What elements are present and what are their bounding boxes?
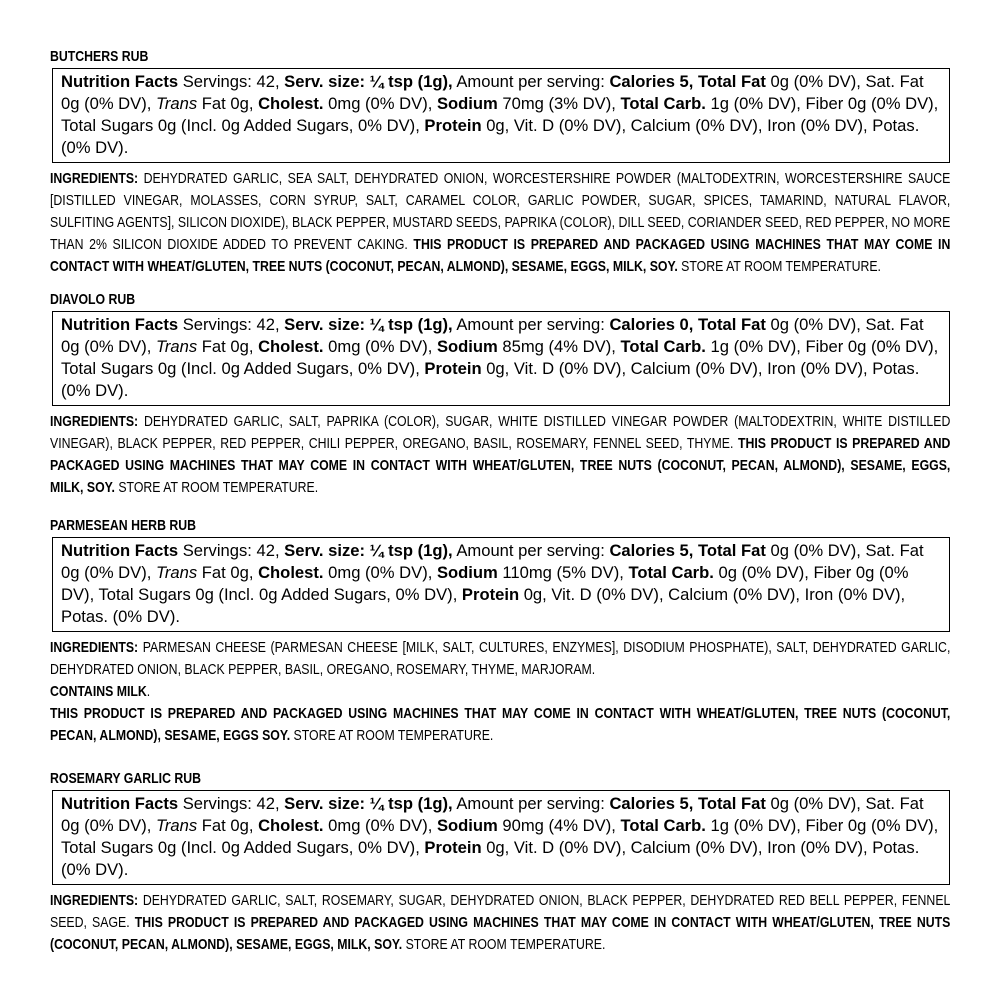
ingredients-paragraph xyxy=(50,637,950,681)
total-carb-label: Total Carb. xyxy=(628,563,714,582)
ingredients-block xyxy=(50,890,950,956)
nutrition-facts-heading: Nutrition Facts xyxy=(61,794,179,813)
protein-values: 0g, Vit. D (0% DV), Calcium (0% DV), Iron (0% DV), Potas. (0% DV). xyxy=(61,116,920,157)
carb-values: 1g (0% DV), Fiber 0g (0% DV), Total Sugars 0g (Incl. 0g Added Sugars, 0% DV), xyxy=(61,337,939,378)
contains-milk-label: CONTAINS MILK xyxy=(50,683,147,700)
nutrition-facts-box xyxy=(52,790,950,885)
storage-instructions: STORE AT ROOM TEMPERATURE. xyxy=(402,936,606,953)
trans-label: Trans xyxy=(156,816,198,835)
fat-values: 0g (0% DV), Sat. Fat 0g (0% DV), xyxy=(61,72,924,113)
sodium-value: 70mg (3% DV), xyxy=(497,94,621,113)
trans-fat-value: Fat 0g, xyxy=(197,337,259,356)
protein-values: 0g, Vit. D (0% DV), Calcium (0% DV), Iron (0% DV), Potas. (0% DV). xyxy=(61,359,920,400)
cholesterol-label: Cholest. xyxy=(258,563,324,582)
calories-total-fat-label: Calories 5, Total Fat xyxy=(609,72,766,91)
product-section-rosemary-garlic-rub xyxy=(50,770,950,956)
servings-text: Servings: 42, xyxy=(178,315,285,334)
storage-instructions: STORE AT ROOM TEMPERATURE. xyxy=(677,258,881,275)
cholesterol-value: 0mg (0% DV), xyxy=(323,563,437,582)
ingredients-label: INGREDIENTS: xyxy=(50,892,139,909)
protein-values: 0g, Vit. D (0% DV), Calcium (0% DV), Iron (0% DV), Potas. (0% DV). xyxy=(61,585,906,626)
sodium-value: 110mg (5% DV), xyxy=(497,563,629,582)
trans-label: Trans xyxy=(156,94,198,113)
ingredients-block xyxy=(50,411,950,499)
trans-label: Trans xyxy=(156,563,198,582)
trans-label: Trans xyxy=(156,337,198,356)
allergen-warning: THIS PRODUCT IS PREPARED AND PACKAGED USING MACHINES THAT MAY COME IN CONTACT WITH WHEAT/GLUTEN, TREE NUTS (COCONUT, PECAN, ALMOND), SESAME, EGGS, MILK, SOY. xyxy=(50,236,951,275)
sodium-value: 85mg (4% DV), xyxy=(497,337,621,356)
servings-text: Servings: 42, xyxy=(178,72,285,91)
product-title: DIAVOLO RUB xyxy=(50,291,136,308)
allergen-warning: THIS PRODUCT IS PREPARED AND PACKAGED USING MACHINES THAT MAY COME IN CONTACT WITH WHEAT/GLUTEN, TREE NUTS (COCONUT, PECAN, ALMOND), SESAME, EGGS, MILK, SOY. xyxy=(50,914,951,953)
protein-label: Protein xyxy=(424,116,482,135)
calories-total-fat-label: Calories 5, Total Fat xyxy=(609,794,766,813)
cholesterol-value: 0mg (0% DV), xyxy=(323,816,437,835)
sodium-label: Sodium xyxy=(436,94,498,113)
total-carb-label: Total Carb. xyxy=(620,816,706,835)
product-title: BUTCHERS RUB xyxy=(50,48,149,65)
ingredients-list: DEHYDRATED GARLIC, SALT, PAPRIKA (COLOR), SUGAR, WHITE DISTILLED VINEGAR POWDER (MALTODEXTRIN, WHITE DISTILLED VINEGAR), BLACK PEPPER, RED PEPPER, CHILI PEPPER, OREGANO, BASIL, ROSEMARY, FENNEL SEED, THYME. xyxy=(50,413,951,452)
serving-size-label: Serv. size: ¼ tsp (1g), xyxy=(284,541,453,560)
storage-instructions: STORE AT ROOM TEMPERATURE. xyxy=(290,727,494,744)
calories-total-fat-label: Calories 0, Total Fat xyxy=(609,315,766,334)
ingredients-paragraph xyxy=(50,411,950,499)
serving-size-label: Serv. size: ¼ tsp (1g), xyxy=(284,794,453,813)
trans-fat-value: Fat 0g, xyxy=(197,563,259,582)
product-section-diavolo-rub xyxy=(50,291,950,499)
ingredients-label: INGREDIENTS: xyxy=(50,170,139,187)
product-title: PARMESEAN HERB RUB xyxy=(50,517,197,534)
storage-instructions: STORE AT ROOM TEMPERATURE. xyxy=(114,479,319,496)
ingredients-label: INGREDIENTS: xyxy=(50,413,139,430)
cholesterol-value: 0mg (0% DV), xyxy=(323,94,437,113)
product-section-butchers-rub xyxy=(50,48,950,278)
allergen-warning: THIS PRODUCT IS PREPARED AND PACKAGED USING MACHINES THAT MAY COME IN CONTACT WITH WHEAT/GLUTEN, TREE NUTS (COCONUT, PECAN, ALMOND), SESAME, EGGS, MILK, SOY. xyxy=(50,435,951,496)
calories-total-fat-label: Calories 5, Total Fat xyxy=(609,541,766,560)
carb-values: 0g (0% DV), Fiber 0g (0% DV), Total Sugars 0g (Incl. 0g Added Sugars, 0% DV), xyxy=(61,563,909,604)
nutrition-facts-heading: Nutrition Facts xyxy=(61,315,179,334)
servings-text: Servings: 42, xyxy=(178,541,285,560)
ingredients-block xyxy=(50,168,950,278)
sodium-label: Sodium xyxy=(436,337,498,356)
ingredients-list: PARMESAN CHEESE (PARMESAN CHEESE [MILK, SALT, CULTURES, ENZYMES], DISODIUM PHOSPHATE), SALT, DEHYDRATED GARLIC, DEHYDRATED ONION, BLACK PEPPER, BASIL, OREGANO, ROSEMARY, THYME, MARJORAM. xyxy=(50,639,951,678)
ingredients-paragraph xyxy=(50,890,950,956)
protein-label: Protein xyxy=(461,585,520,604)
serving-size-label: Serv. size: ¼ tsp (1g), xyxy=(284,72,453,91)
ingredients-label: INGREDIENTS: xyxy=(50,639,139,656)
total-carb-label: Total Carb. xyxy=(620,337,706,356)
nutrition-facts-box xyxy=(52,537,950,632)
servings-text: Servings: 42, xyxy=(178,794,285,813)
sodium-label: Sodium xyxy=(436,816,498,835)
cholesterol-label: Cholest. xyxy=(258,337,324,356)
protein-values: 0g, Vit. D (0% DV), Calcium (0% DV), Iron (0% DV), Potas. (0% DV). xyxy=(61,838,920,879)
contains-milk-period: . xyxy=(146,683,151,700)
protein-label: Protein xyxy=(424,838,482,857)
amount-per-serving-text: Amount per serving: xyxy=(452,315,610,334)
ingredients-list: DEHYDRATED GARLIC, SEA SALT, DEHYDRATED ONION, WORCESTERSHIRE POWDER (MALTODEXTRIN, WORCESTERSHIRE SAUCE [DISTILLED VINEGAR, MOLASSES, CORN SYRUP, SALT, CARAMEL COLOR, GARLIC POWDER, SUGAR, SPICES, TAMARIND, NATURAL FLAVOR, SULFITING AGENTS], SILICON DIOXIDE), BLACK PEPPER, MUSTARD SEEDS, PAPRIKA (COLOR), DILL SEED, CORIANDER SEED, RED PEPPER, NO MORE THAN 2% SILICON DIOXIDE ADDED TO PREVENT CAKING. xyxy=(50,170,951,253)
nutrition-facts-heading: Nutrition Facts xyxy=(61,541,179,560)
cholesterol-label: Cholest. xyxy=(258,816,324,835)
ingredients-block xyxy=(50,637,950,747)
amount-per-serving-text: Amount per serving: xyxy=(452,541,610,560)
amount-per-serving-text: Amount per serving: xyxy=(452,72,610,91)
amount-per-serving-text: Amount per serving: xyxy=(452,794,610,813)
serving-size-label: Serv. size: ¼ tsp (1g), xyxy=(284,315,453,334)
cholesterol-value: 0mg (0% DV), xyxy=(323,337,437,356)
nutrition-facts-heading: Nutrition Facts xyxy=(61,72,179,91)
product-title: ROSEMARY GARLIC RUB xyxy=(50,770,202,787)
warning-paragraph xyxy=(50,703,950,747)
nutrition-facts-box xyxy=(52,311,950,406)
trans-fat-value: Fat 0g, xyxy=(197,816,259,835)
ingredients-paragraph xyxy=(50,168,950,278)
total-carb-label: Total Carb. xyxy=(620,94,706,113)
carb-values: 1g (0% DV), Fiber 0g (0% DV), Total Sugars 0g (Incl. 0g Added Sugars, 0% DV), xyxy=(61,816,939,857)
sodium-value: 90mg (4% DV), xyxy=(497,816,621,835)
fat-values: 0g (0% DV), Sat. Fat 0g (0% DV), xyxy=(61,315,924,356)
allergen-warning: THIS PRODUCT IS PREPARED AND PACKAGED USING MACHINES THAT MAY COME IN CONTACT WITH WHEAT/GLUTEN, TREE NUTS (COCONUT, PECAN, ALMOND), SESAME, EGGS SOY. xyxy=(50,705,951,744)
cholesterol-label: Cholest. xyxy=(258,94,324,113)
product-section-parmesean-herb-rub xyxy=(50,517,950,747)
contains-milk-line xyxy=(50,681,950,703)
fat-values: 0g (0% DV), Sat. Fat 0g (0% DV), xyxy=(61,794,924,835)
protein-label: Protein xyxy=(424,359,482,378)
sodium-label: Sodium xyxy=(436,563,498,582)
fat-values: 0g (0% DV), Sat. Fat 0g (0% DV), xyxy=(61,541,924,582)
ingredients-list: DEHYDRATED GARLIC, SALT, ROSEMARY, SUGAR, DEHYDRATED ONION, BLACK PEPPER, DEHYDRATED RED BELL PEPPER, FENNEL SEED, SAGE. xyxy=(50,892,951,931)
carb-values: 1g (0% DV), Fiber 0g (0% DV), Total Sugars 0g (Incl. 0g Added Sugars, 0% DV), xyxy=(61,94,939,135)
trans-fat-value: Fat 0g, xyxy=(197,94,259,113)
nutrition-facts-box xyxy=(52,68,950,163)
